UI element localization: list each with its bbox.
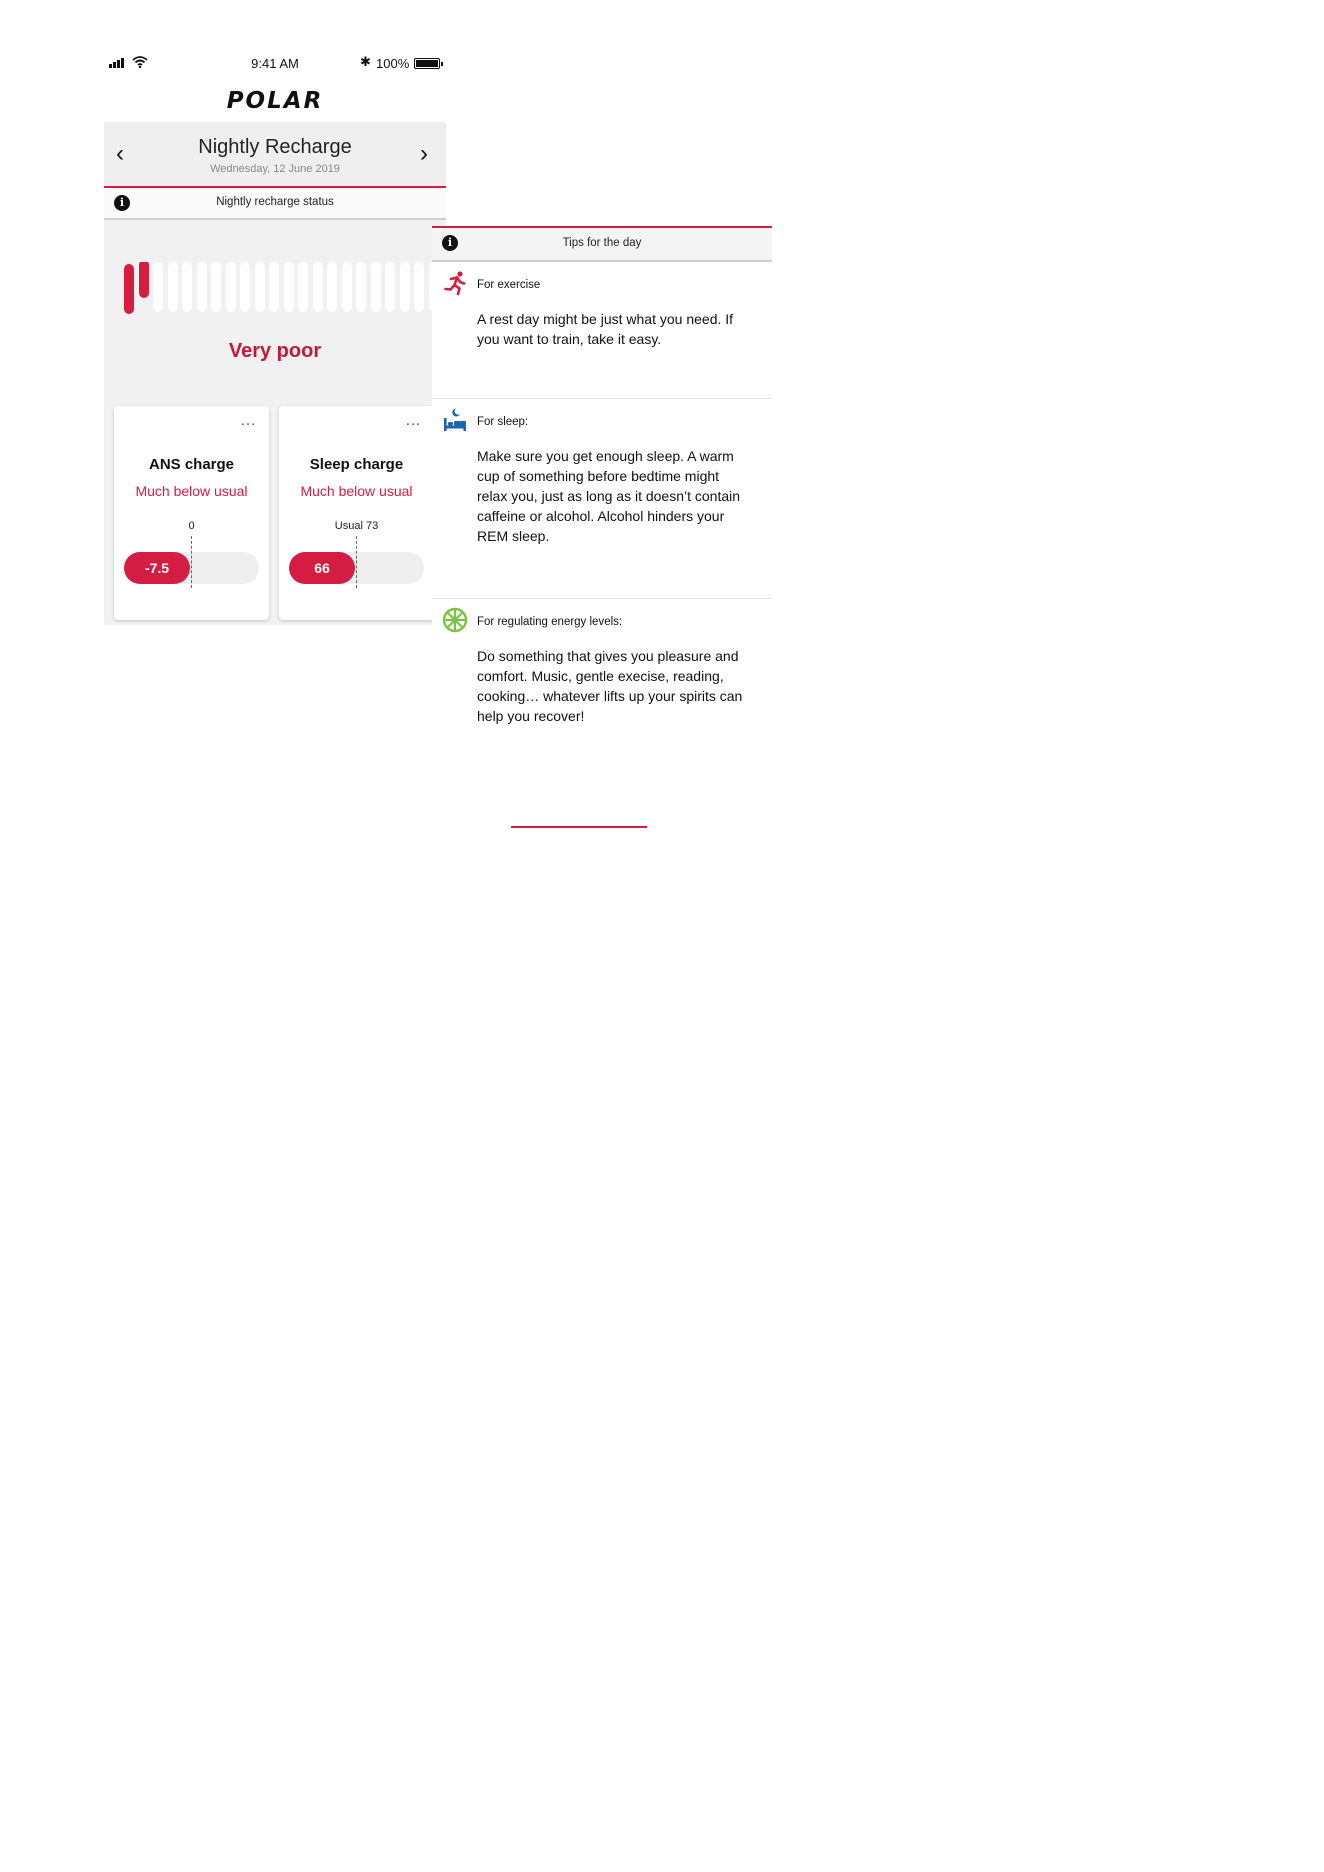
bed-moon-icon — [442, 407, 468, 433]
scale-segment — [211, 262, 221, 312]
scale-segment — [327, 262, 337, 312]
energy-wheel-icon — [442, 607, 468, 633]
tips-header[interactable] — [432, 226, 772, 262]
tip-text: Do something that gives you pleasure and comfort. Music, gentle execise, reading, cooking… whatever lifts up your spirits can help you recover! — [477, 648, 743, 724]
card-status: Much below usual — [300, 483, 413, 499]
more-options-icon[interactable]: … — [405, 412, 422, 429]
chevron-right-icon[interactable]: › — [420, 140, 428, 167]
card-reference: Usual 73 — [334, 520, 379, 532]
status-row-label: Nightly recharge status — [216, 196, 334, 208]
tip-text: Make sure you get enough sleep. A warm cup of something before bedtime might relax you, just as long as it doesn’t contain caffeine or alcohol. Alcohol hinders your REM sleep. — [477, 448, 741, 544]
tip-text: A rest day might be just what you need. If you want to train, take it easy. — [477, 311, 734, 347]
tip-label: For exercise — [477, 279, 541, 291]
card-title: ANS charge — [148, 456, 235, 473]
scale-segment — [342, 262, 352, 312]
header-bar — [104, 122, 446, 188]
tip-item — [432, 399, 772, 599]
ans-charge-card[interactable] — [114, 406, 269, 620]
status-bar — [104, 52, 446, 76]
battery-icon — [414, 58, 440, 69]
info-icon[interactable]: i — [442, 235, 458, 251]
scale-segment — [371, 262, 381, 312]
tips-panel — [432, 226, 772, 761]
card-title: Sleep charge — [309, 456, 404, 473]
divider-line — [511, 826, 647, 828]
scale-segment — [298, 262, 308, 312]
tip-item — [432, 262, 772, 399]
scale-segment — [240, 262, 250, 312]
scale-segment — [168, 262, 178, 312]
battery-percent: 100% — [376, 56, 410, 71]
sleep-charge-card[interactable] — [279, 406, 434, 620]
scale-segment — [313, 262, 323, 312]
status-time: 9:41 AM — [251, 56, 299, 71]
running-icon — [442, 270, 468, 296]
chevron-left-icon[interactable]: ‹ — [116, 140, 124, 167]
scale-segment — [356, 262, 366, 312]
bluetooth-icon: ✱ — [360, 54, 371, 69]
polar-logo: POLAR — [226, 88, 324, 114]
scale-segment — [182, 262, 192, 312]
more-options-icon[interactable]: … — [240, 412, 257, 429]
scale-segment — [226, 262, 236, 312]
scale-segment — [255, 262, 265, 312]
reference-line — [191, 536, 192, 588]
tips-header-label: Tips for the day — [562, 237, 642, 249]
tip-label: For regulating energy levels: — [477, 616, 623, 628]
info-icon[interactable]: i — [114, 195, 130, 211]
recharge-rating: Very poor — [228, 340, 322, 362]
page-date: Wednesday, 12 June 2019 — [210, 163, 340, 175]
scale-segment-filled — [139, 262, 149, 298]
card-reference: 0 — [188, 520, 195, 532]
reference-line — [356, 536, 357, 588]
scale-segment — [197, 262, 207, 312]
recharge-scale — [124, 262, 446, 314]
status-row[interactable] — [104, 188, 446, 220]
scale-segment — [153, 262, 163, 312]
page-title: Nightly Recharge — [198, 136, 352, 158]
scale-segment-filled — [124, 264, 134, 314]
scale-segment — [414, 262, 424, 312]
card-status: Much below usual — [135, 483, 248, 499]
tip-label: For sleep: — [477, 416, 529, 428]
charge-value-pill: 66 — [289, 552, 355, 584]
scale-segment — [269, 262, 279, 312]
scale-segment — [400, 262, 410, 312]
scale-segment — [284, 262, 294, 312]
charge-value-pill: -7.5 — [124, 552, 190, 584]
scale-segment — [385, 262, 395, 312]
nightly-recharge-panel — [104, 122, 446, 625]
tip-item — [432, 599, 772, 761]
